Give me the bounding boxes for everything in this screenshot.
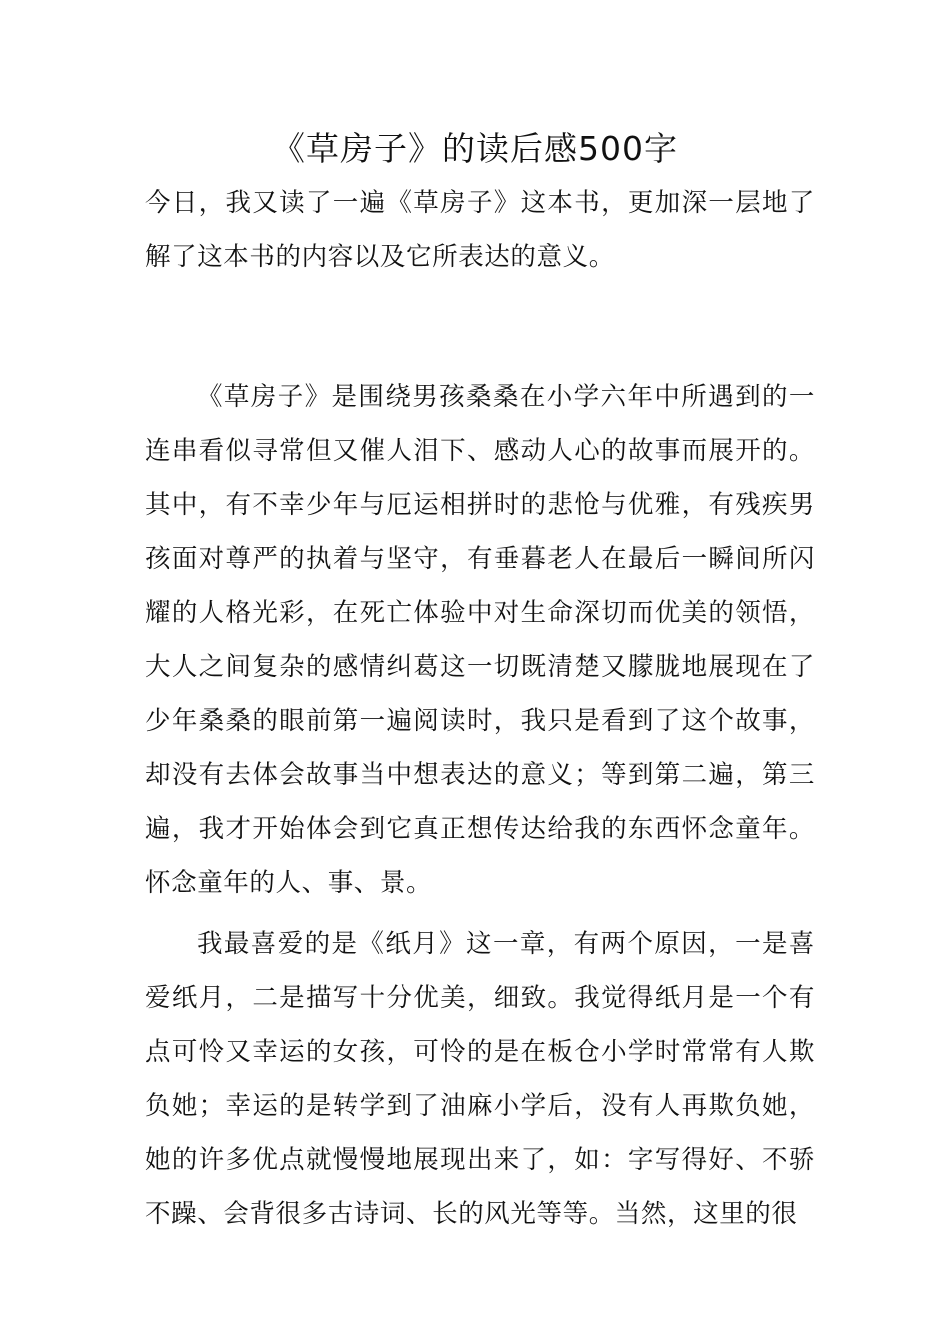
document-title: 《草房子》的读后感500字 [272,129,678,168]
paragraph-favorite-chapter: 我最喜爱的是《纸月》这一章，有两个原因，一是喜爱纸月，二是描写十分优美，细致。我觉得纸月是一个有点可怜又幸运的女孩，可怜的是在板仓小学时常常有人欺负她；幸运的是转学到了油麻小学后，没有人再欺负她，她的许多优点就慢慢地展现出来了，如：字写得好、不骄不躁、会背很多古诗词、长的风光等等。当然，这里的很 [145,929,815,1229]
paragraph-intro: 今日，我又读了一遍《草房子》这本书，更加深一层地了解了这本书的内容以及它所表达的意义。 [145,188,815,272]
paragraph-summary: 《草房子》是围绕男孩桑桑在小学六年中所遇到的一连串看似寻常但又催人泪下、感动人心的故事而展开的。其中，有不幸少年与厄运相拼时的悲怆与优雅，有残疾男孩面对尊严的执着与坚守，有垂暮老人在最后一瞬间所闪耀的人格光彩，在死亡体验中对生命深切而优美的领悟，大人之间复杂的感情纠葛这一切既清楚又朦胧地展现在了少年桑桑的眼前第一遍阅读时，我只是看到了这个故事，却没有去体会故事当中想表达的意义；等到第二遍，第三遍，我才开始体会到它真正想传达给我的东西怀念童年。怀念童年的人、事、景。 [145,382,815,898]
